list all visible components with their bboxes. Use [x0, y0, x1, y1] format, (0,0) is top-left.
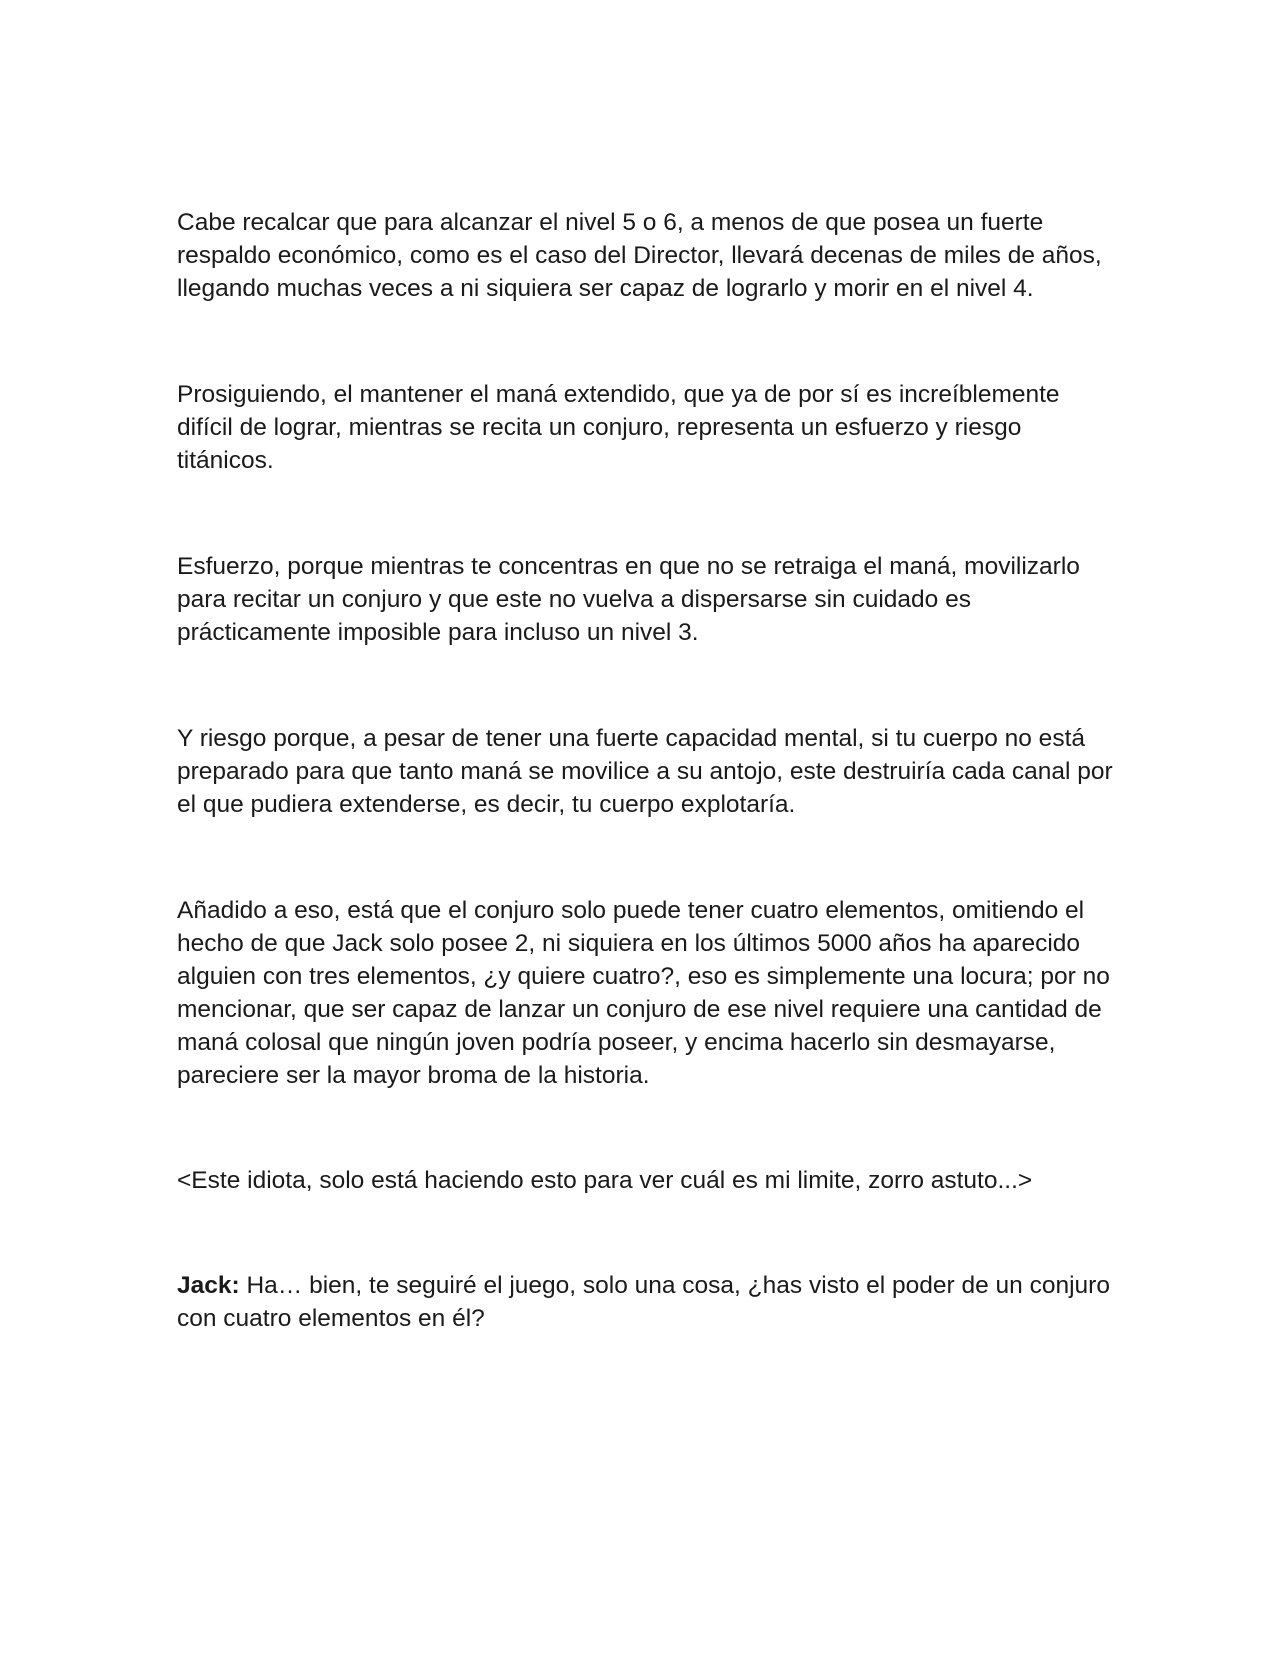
paragraph-spacer [177, 477, 1117, 550]
paragraph-1: Cabe recalcar que para alcanzar el nivel 5 o 6, a menos de que posea un fuerte respaldo económico, como es el caso del Director, llevará decenas de miles de años, llegando muchas veces a ni siquiera ser capaz de lograrlo y morir en el nivel 4. [177, 209, 1102, 302]
speaker-name: Jack: [177, 1272, 240, 1299]
paragraph-thought: <Este idiota, solo está haciendo esto para ver cuál es mi limite, zorro astuto...> [177, 1167, 1033, 1194]
paragraph-3: Esfuerzo, porque mientras te concentras en que no se retraiga el maná, movilizarlo para recitar un conjuro y que este no vuelva a dispersarse sin cuidado es prácticamente imposible para incluso un nivel 3. [177, 553, 1080, 646]
paragraph-spacer [177, 821, 1117, 894]
paragraph-5: Añadido a eso, está que el conjuro solo puede tener cuatro elementos, omitiendo el hecho de que Jack solo posee 2, ni siquiera en los últimos 5000 años ha aparecido alguien con tres elementos, ¿y quiere cuatro?, eso es simplemente una locura; por no mencionar, que ser capaz de lanzar un conjuro de ese nivel requiere una cantidad de maná colosal que ningún joven podría poseer, y encima hacerlo sin desmayarse, pareciere ser la mayor broma de la historia. [177, 897, 1110, 1089]
dialogue-text: Ha… bien, te seguiré el juego, solo una cosa, ¿has visto el poder de un conjuro con cuatro elementos en él? [177, 1272, 1110, 1332]
paragraph-spacer [177, 305, 1117, 378]
paragraph-2: Prosiguiendo, el mantener el maná extendido, que ya de por sí es increíblemente difícil de lograr, mientras se recita un conjuro, representa un esfuerzo y riesgo titánicos. [177, 381, 1060, 474]
paragraph-spacer [177, 649, 1117, 722]
paragraph-spacer [177, 1197, 1117, 1269]
paragraph-spacer [177, 1092, 1117, 1164]
paragraph-4: Y riesgo porque, a pesar de tener una fuerte capacidad mental, si tu cuerpo no está preparado para que tanto maná se movilice a su antojo, este destruiría cada canal por el que pudiera extenderse, es decir, tu cuerpo explotaría. [177, 725, 1113, 818]
document-body [177, 206, 1117, 1335]
dialogue-paragraph [177, 1269, 1117, 1335]
